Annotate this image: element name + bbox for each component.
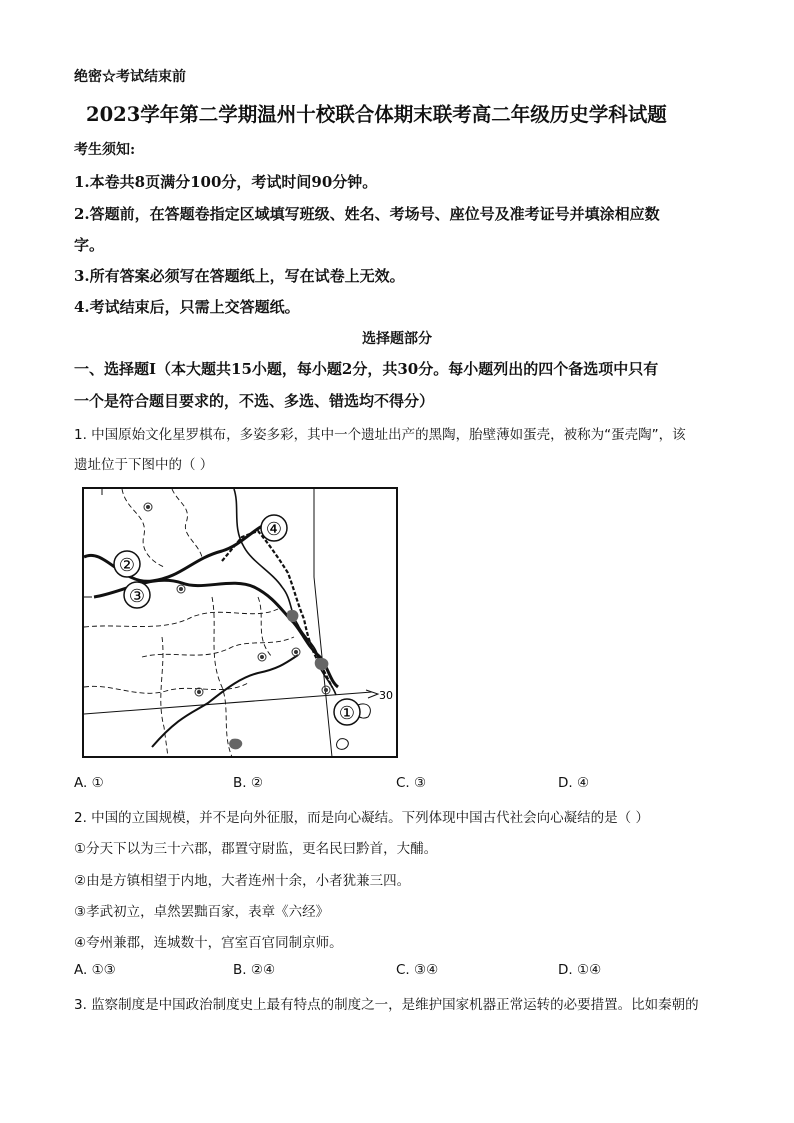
map-marker-2 — [114, 551, 140, 577]
notice-item: 3.所有答案必须写在答题纸上，写在试卷上无效。 — [74, 267, 405, 285]
map-marker-1 — [334, 699, 360, 725]
q2-statement-4: ④夸州兼郡，连城数十，宫室百官同制京师。 — [74, 935, 343, 951]
q2-statement-2: ②由是方镇相望于内地，大者连州十余，小者犹兼三四。 — [74, 873, 411, 889]
q1-stem-line2: 遗址位于下图中的（ ） — [74, 457, 214, 473]
svg-text:①: ① — [338, 703, 356, 724]
latitude-label: 30 — [379, 689, 393, 702]
q2-option-a[interactable]: A. ①③ — [74, 962, 116, 978]
svg-text:④: ④ — [265, 519, 283, 540]
svg-text:②: ② — [118, 555, 136, 576]
confidential-label: 绝密☆考试结束前 — [74, 69, 186, 85]
q1-map — [82, 487, 398, 758]
map-marker-4 — [261, 515, 287, 541]
q1-stem-line1: 1. 中国原始文化星罗棋布，多姿多彩，其中一个遗址出产的黑陶，胎壁薄如蛋壳，被称为“蛋壳陶”，该 — [74, 427, 686, 443]
section-intro-line2: 一个是符合题目要求的，不选、多选、错选均不得分） — [74, 392, 435, 410]
notice-item: 字。 — [74, 236, 105, 254]
q2-option-d[interactable]: D. ①④ — [558, 962, 602, 978]
section-intro-line1: 一、选择题Ⅰ（本大题共15小题，每小题2分，共30分。每小题列出的四个备选项中只有 — [74, 360, 659, 378]
map-marker-3 — [124, 582, 150, 608]
q1-option-c[interactable]: C. ③ — [396, 775, 427, 791]
q1-option-a[interactable]: A. ① — [74, 775, 104, 791]
notice-item: 4.考试结束后，只需上交答题纸。 — [74, 298, 300, 316]
exam-title: 2023学年第二学期温州十校联合体期末联考高二年级历史学科试题 — [86, 103, 667, 126]
notice-heading: 考生须知: — [74, 142, 136, 158]
q3-stem-line1: 3. 监察制度是中国政治制度史上最有特点的制度之一，是维护国家机器正常运转的必要措置。比如秦朝的 — [74, 997, 699, 1013]
notice-item: 2.答题前，在答题卷指定区域填写班级、姓名、考场号、座位号及准考证号并填涂相应数 — [74, 205, 660, 223]
section-title: 选择题部分 — [362, 331, 432, 347]
q2-option-b[interactable]: B. ②④ — [233, 962, 276, 978]
q1-option-b[interactable]: B. ② — [233, 775, 263, 791]
notice-item: 1.本卷共8页满分100分，考试时间90分钟。 — [74, 173, 378, 191]
q2-statement-3: ③孝武初立，卓然罢黜百家，表章《六经》 — [74, 904, 330, 920]
q2-statement-1: ①分天下以为三十六郡，郡置守尉监，更名民曰黔首，大酺。 — [74, 841, 438, 857]
q2-stem-line1: 2. 中国的立国规模，并不是向外征服，而是向心凝结。下列体现中国古代社会向心凝结的是（ ） — [74, 810, 649, 826]
q2-option-c[interactable]: C. ③④ — [396, 962, 439, 978]
q1-option-d[interactable]: D. ④ — [558, 775, 590, 791]
svg-text:③: ③ — [128, 586, 146, 607]
